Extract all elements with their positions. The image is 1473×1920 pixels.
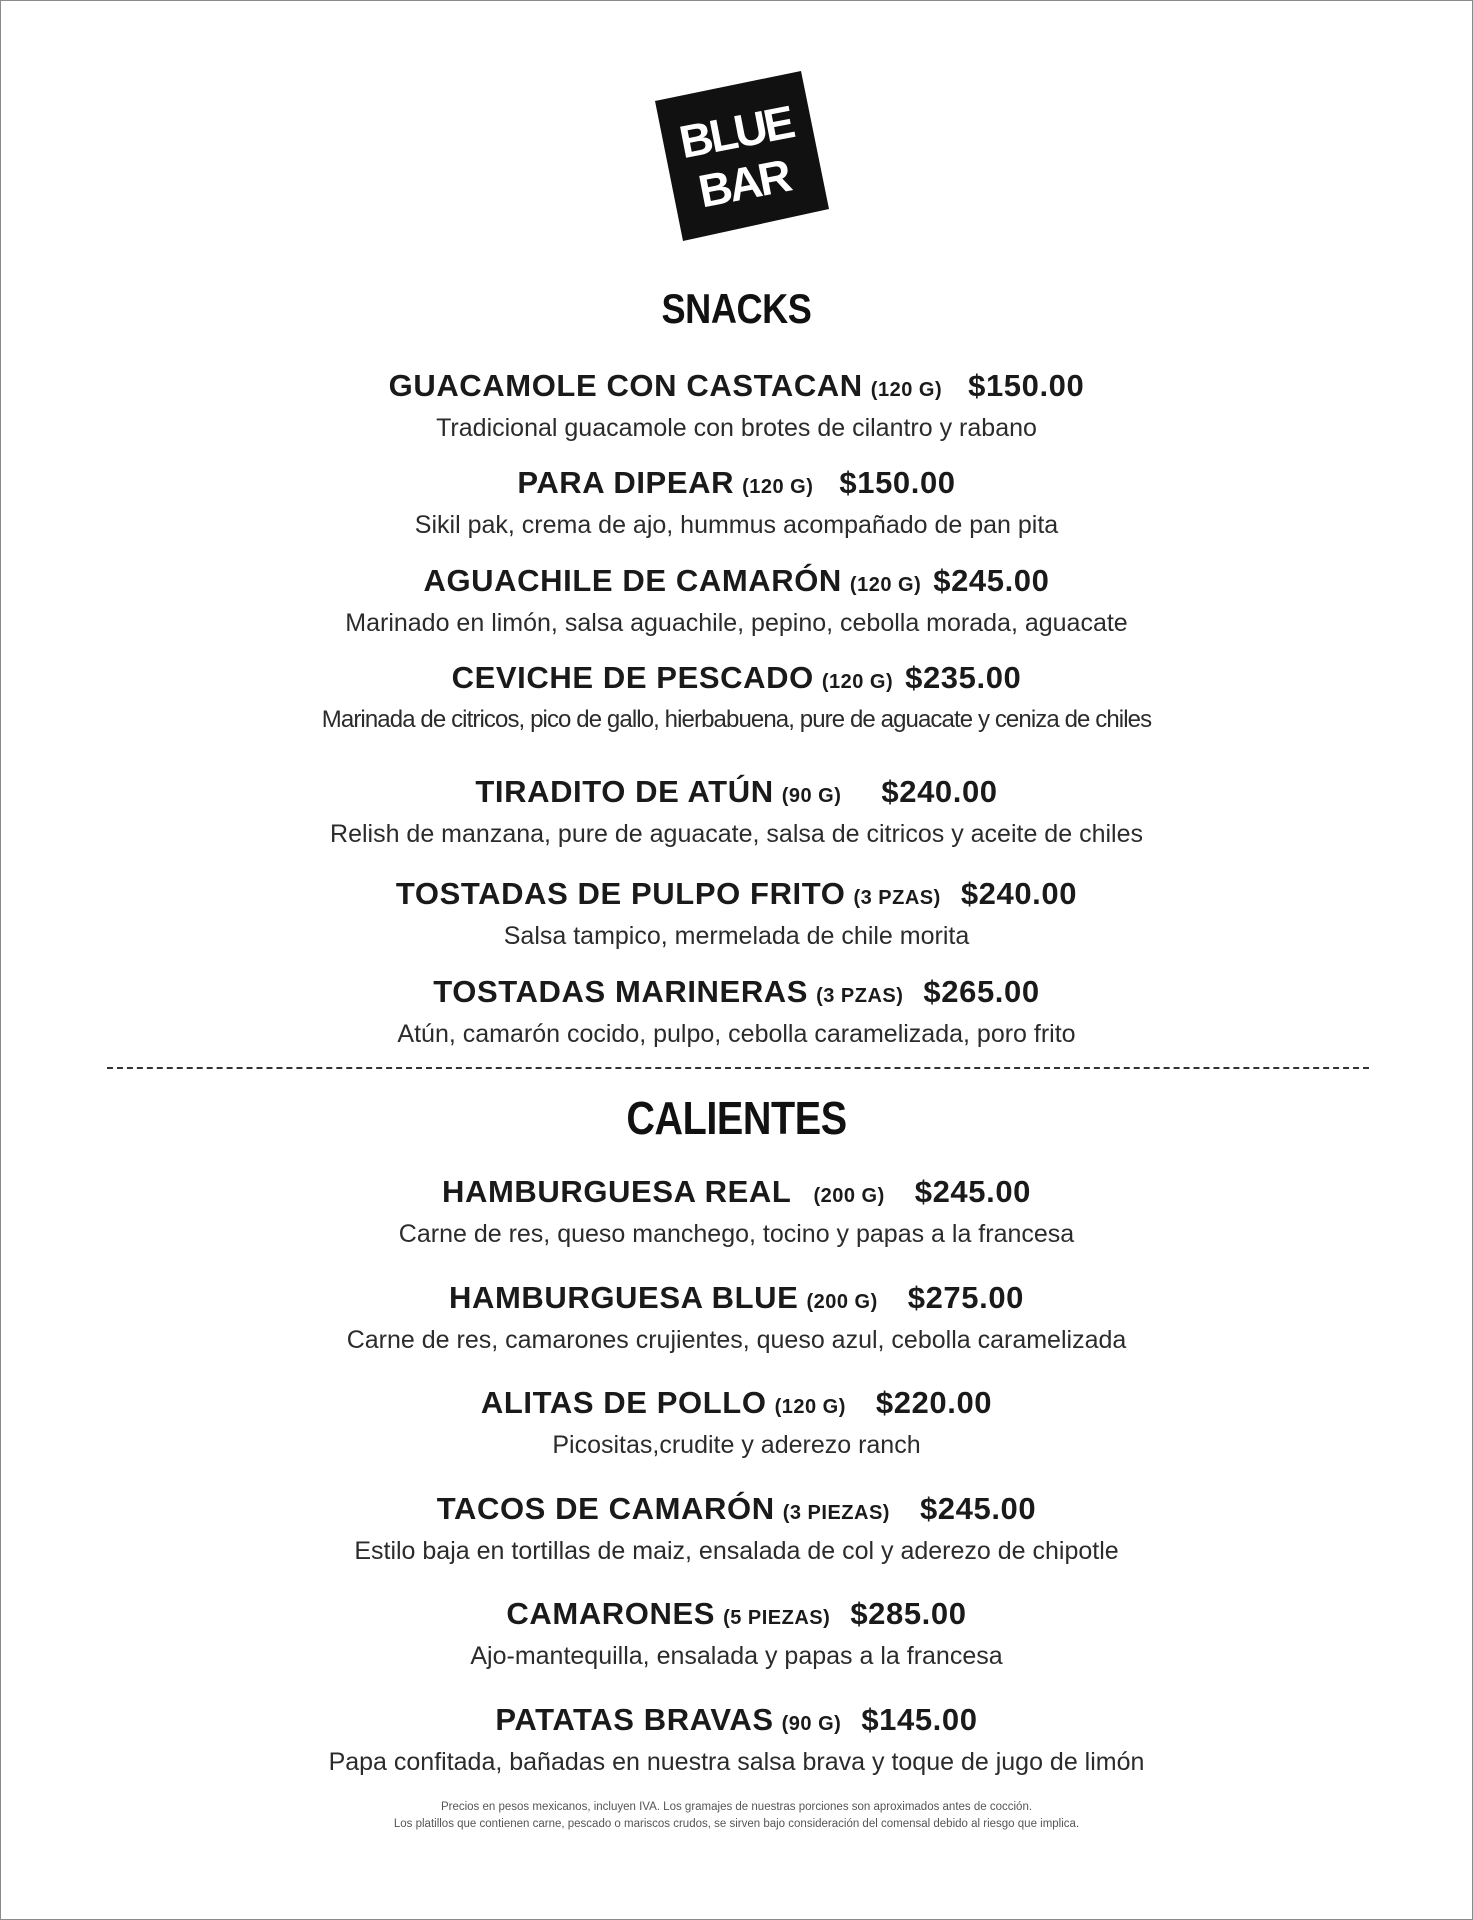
menu-item-name: HAMBURGUESA REAL xyxy=(441,1174,792,1209)
menu-item-weight: (3 PIEZAS) xyxy=(782,1502,890,1524)
menu-item-name: TOSTADAS DE PULPO FRITO xyxy=(395,876,846,911)
menu-item-weight: (120 G) xyxy=(774,1396,846,1418)
menu-item xyxy=(1,1490,1472,1566)
menu-item-description: Marinado en limón, salsa aguachile, pepino, cebolla morada, aguacate xyxy=(345,609,1128,637)
menu-item-price: $245.00 xyxy=(914,1174,1032,1209)
menu-item-description: Papa confitada, bañadas en nuestra salsa brava y toque de jugo de limón xyxy=(328,1748,1145,1776)
menu-item-header xyxy=(1,1701,1472,1743)
menu-item-weight: (200 G) xyxy=(806,1291,878,1313)
menu-item-description: Tradicional guacamole con brotes de cilantro y rabano xyxy=(436,414,1037,442)
menu-item-header xyxy=(1,464,1472,506)
menu-item-description: Ajo-mantequilla, ensalada y papas a la francesa xyxy=(470,1642,1003,1670)
menu-item xyxy=(1,1595,1472,1671)
menu-item-description: Sikil pak, crema de ajo, hummus acompañado de pan pita xyxy=(414,511,1059,539)
menu-item xyxy=(1,1384,1472,1460)
menu-item-price: $150.00 xyxy=(839,465,956,500)
menu-item-name: GUACAMOLE CON CASTACAN xyxy=(388,368,863,403)
menu-item xyxy=(1,773,1472,849)
menu-item-header xyxy=(1,367,1472,409)
menu-item-description: Relish de manzana, pure de aguacate, salsa de citricos y aceite de chiles xyxy=(330,820,1143,848)
menu-item-weight: (120 G) xyxy=(742,476,814,498)
menu-item-name: TACOS DE CAMARÓN xyxy=(436,1491,775,1526)
section-divider xyxy=(107,1067,1369,1069)
menu-item-weight: (120 G) xyxy=(870,379,943,401)
menu-item-description: Estilo baja en tortillas de maiz, ensalada de col y aderezo de chipotle xyxy=(354,1537,1119,1565)
menu-item-price: $235.00 xyxy=(905,660,1022,695)
menu-item-price: $265.00 xyxy=(923,974,1040,1009)
menu-item-name: ALITAS DE POLLO xyxy=(480,1385,767,1420)
menu-item xyxy=(1,1701,1472,1777)
menu-item-header xyxy=(1,1490,1472,1532)
menu-item xyxy=(1,367,1472,443)
menu-item-price: $245.00 xyxy=(933,563,1050,598)
menu-item xyxy=(1,562,1472,638)
menu-item-name: TOSTADAS MARINERAS xyxy=(433,974,809,1009)
menu-item-name: AGUACHILE DE CAMARÓN xyxy=(423,563,842,598)
menu-item-price: $240.00 xyxy=(960,876,1078,911)
menu-item-description: Carne de res, camarones crujientes, queso azul, cebolla caramelizada xyxy=(346,1326,1127,1354)
menu-item-header xyxy=(1,1595,1472,1637)
menu-item-header xyxy=(1,1173,1472,1215)
logo-text-blue: BLUE xyxy=(675,95,797,169)
menu-item-header xyxy=(1,1279,1472,1321)
menu-item-header xyxy=(1,773,1472,815)
menu-item-weight: (120 G) xyxy=(849,574,922,596)
menu-item-price: $245.00 xyxy=(919,1491,1037,1526)
menu-item-weight: (5 PIEZAS) xyxy=(723,1607,831,1629)
menu-item-name: CEVICHE DE PESCADO xyxy=(451,660,814,695)
footnote-line-2: Los platillos que contienen carne, pescado o mariscos crudos, se sirven bajo consideración del comensal debido al riesgo que implica. xyxy=(393,1818,1080,1830)
menu-item xyxy=(1,875,1472,951)
menu-item-description: Atún, camarón cocido, pulpo, cebolla caramelizada, poro frito xyxy=(397,1020,1076,1048)
menu-item-weight: (90 G) xyxy=(781,1713,842,1735)
menu-item-name: PARA DIPEAR xyxy=(517,465,735,500)
section-title-calientes: CALIENTES xyxy=(626,1092,847,1144)
section-title-snacks: SNACKS xyxy=(661,285,812,332)
menu-item-name: HAMBURGUESA BLUE xyxy=(448,1280,799,1315)
menu-item-name: TIRADITO DE ATÚN xyxy=(475,774,774,809)
menu-item-header xyxy=(1,659,1472,701)
menu-item-weight: (200 G) xyxy=(813,1185,885,1207)
menu-item-header xyxy=(1,1384,1472,1426)
menu-item-price: $275.00 xyxy=(907,1280,1025,1315)
menu-item-description: Salsa tampico, mermelada de chile morita xyxy=(503,922,970,950)
menu-item xyxy=(1,973,1472,1049)
menu-item-price: $145.00 xyxy=(861,1702,978,1737)
menu-item-price: $220.00 xyxy=(875,1385,993,1420)
menu-item-header xyxy=(1,875,1472,917)
menu-item-name: CAMARONES xyxy=(506,1596,716,1631)
footnote xyxy=(1,1799,1472,1833)
menu-item xyxy=(1,659,1472,735)
menu-item-price: $150.00 xyxy=(968,368,1085,403)
menu-item-description: Marinada de citricos, pico de gallo, hierbabuena, pure de aguacate y ceniza de chiles xyxy=(321,706,1152,733)
footnote-line-1: Precios en pesos mexicanos, incluyen IVA. Los gramajes de nuestras porciones son aproximados antes de cocción. xyxy=(440,1801,1033,1813)
menu-item-price: $240.00 xyxy=(881,774,998,809)
menu-item xyxy=(1,1279,1472,1355)
menu-item xyxy=(1,1173,1472,1249)
menu-item-weight: (3 PZAS) xyxy=(853,887,941,909)
menu-item-description: Picositas,crudite y aderezo ranch xyxy=(552,1431,921,1459)
menu-item-header xyxy=(1,973,1472,1015)
menu-item xyxy=(1,464,1472,540)
menu-item-header xyxy=(1,562,1472,604)
menu-item-description: Carne de res, queso manchego, tocino y papas a la francesa xyxy=(398,1220,1075,1248)
menu-item-name: PATATAS BRAVAS xyxy=(495,1702,774,1737)
logo-text-bar: BAR xyxy=(694,149,794,218)
menu-item-price: $285.00 xyxy=(850,1596,967,1631)
menu-item-weight: (120 G) xyxy=(821,671,894,693)
blue-bar-logo xyxy=(653,69,833,249)
menu-item-weight: (90 G) xyxy=(781,785,842,807)
menu-item-weight: (3 PZAS) xyxy=(816,985,904,1007)
